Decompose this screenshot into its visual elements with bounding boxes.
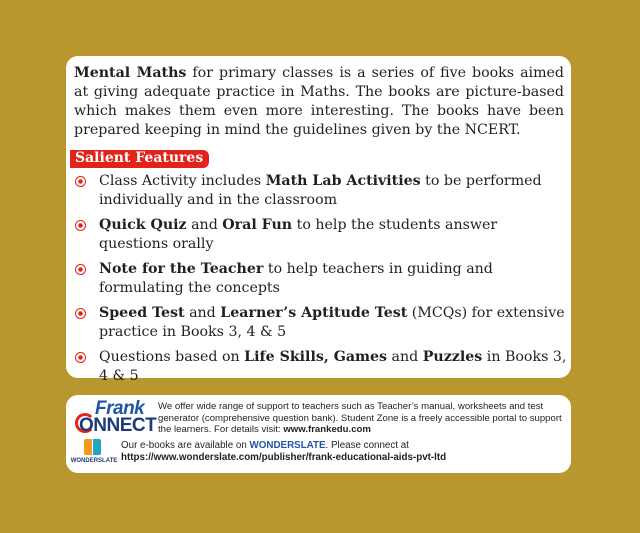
frank-logo-text: Frank [95,398,145,419]
open-book-icon [84,439,102,455]
flower-bullet-icon [75,176,86,187]
flower-bullet-icon [75,352,86,363]
frankedu-link[interactable]: www.frankedu.com [283,424,371,435]
feature-text: Questions based on [99,349,245,365]
feature-highlight: Puzzles [422,349,483,365]
feature-item [72,172,567,210]
ebook-text [121,440,566,463]
feature-text: and [186,217,223,233]
features-list [72,172,567,392]
feature-text: to help the students answer questions orally [99,217,498,252]
feature-highlight: Life Skills, Games [244,349,388,365]
wonderslate-link[interactable]: https://www.wonderslate.com/publisher/frank-educational-aids-pvt-ltd [121,451,447,463]
series-name: Mental Maths [74,65,187,81]
feature-text: and [184,305,221,321]
feature-item [72,304,567,342]
salient-features-heading: Salient Features [70,150,209,168]
intro-paragraph [74,64,564,140]
feature-highlight: Math Lab Activities [265,173,421,189]
feature-highlight: Quick Quiz [99,217,187,233]
intro-text: for primary classes is a series of five books aimed at giving adequate practice in Maths. The books are picture-based which makes them even more interesting. The books have been prepared keeping in mind the guidelines given by the NCERT. [74,65,564,138]
feature-highlight: Note for the Teacher [99,261,264,277]
ebook-text-pre: Our e-books are available on [121,440,250,451]
feature-item [72,348,567,386]
feature-text: to help teachers in guiding and formulating the concepts [99,261,493,296]
feature-item [72,260,567,298]
feature-highlight: Learner’s Aptitude Test [220,305,408,321]
flower-bullet-icon [75,264,86,275]
wonderslate-brand: WONDERSLATE [249,440,326,451]
ebook-text-post: . Please connect at [325,440,409,451]
support-footer [66,395,571,473]
feature-text: Class Activity includes [99,173,266,189]
description-card [66,56,571,384]
feature-text: (MCQs) for extensive practice in Books 3, 4 & 5 [99,305,565,340]
support-description: We offer wide range of support to teachers such as Teacher’s manual, worksheets and test generator (comprehensive question bank). Student Zone is a freely accessible portal to support the learners. For details visit: [158,401,562,435]
flower-bullet-icon [75,220,86,231]
connect-logo-text: ONNECT [79,415,157,436]
feature-text: in Books 3, 4 & 5 [99,349,567,384]
wonderslate-logo [70,439,118,469]
feature-highlight: Oral Fun [222,217,293,233]
flower-bullet-icon [75,308,86,319]
feature-highlight: Speed Test [99,305,185,321]
feature-item [72,216,567,254]
wonderslate-logo-text: WONDERSLATE [70,458,118,464]
frank-connect-logo [73,399,157,437]
feature-text: and [387,349,423,365]
feature-text: to be performed individually and in the classroom [99,173,542,208]
support-text [158,401,563,436]
